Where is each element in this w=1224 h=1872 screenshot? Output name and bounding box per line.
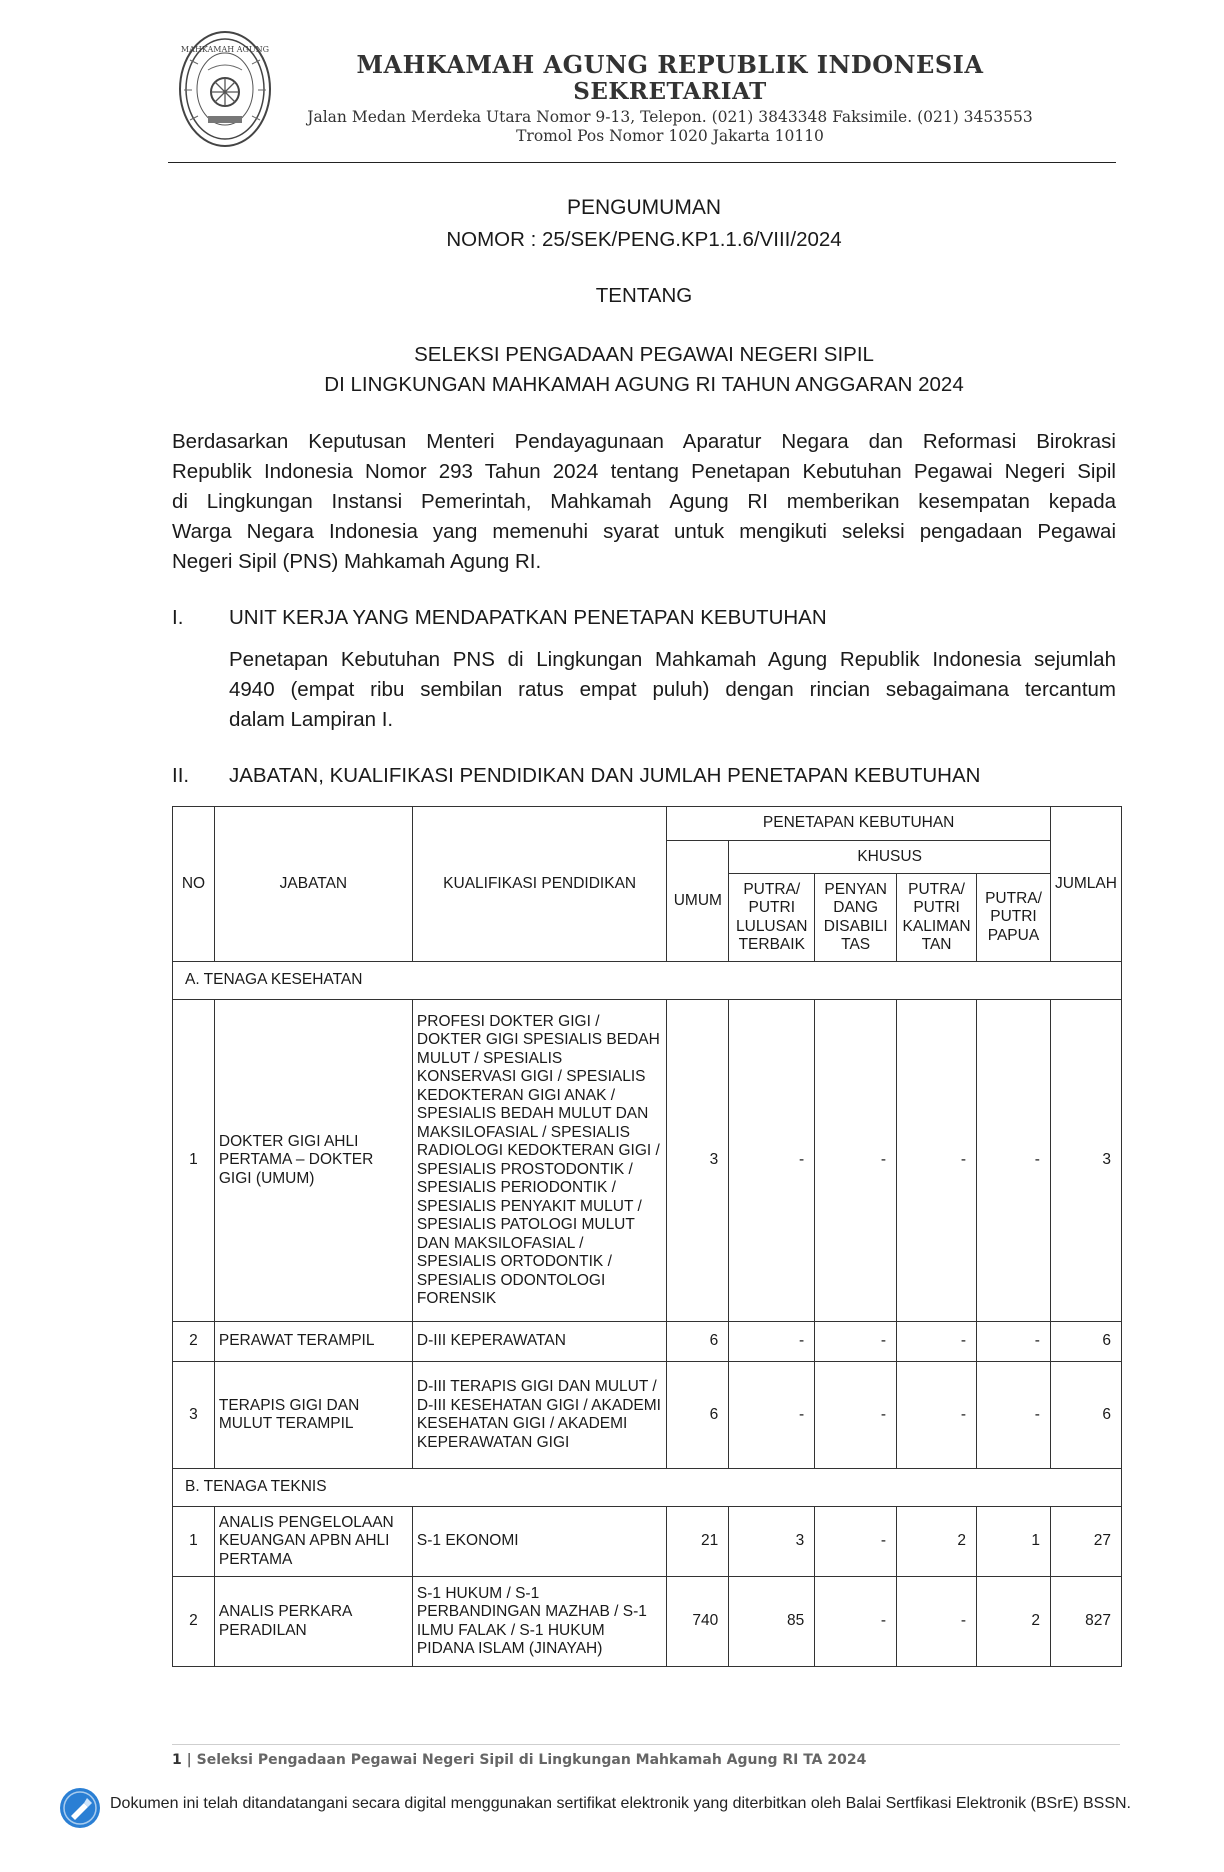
intro-paragraph <box>172 427 1116 577</box>
seal-text: MAHKAMAH AGUNG <box>180 45 270 54</box>
cell-jabatan: ANALIS PERKARA PERADILAN <box>214 1577 412 1667</box>
cell-jabatan: ANALIS PENGELOLAAN KEUANGAN APBN AHLI PERTAMA <box>214 1507 412 1577</box>
announcement-heading: PENGUMUMAN <box>566 196 721 219</box>
cell-k4: - <box>977 1000 1051 1322</box>
section-1-body <box>229 645 1116 735</box>
cell-k3: - <box>897 1362 977 1469</box>
cell-k2: - <box>815 1577 897 1667</box>
announcement-about: TENTANG <box>595 284 693 307</box>
announcement-subject-line1: SELEKSI PENGADAAN PEGAWAI NEGERI SIPIL <box>414 343 874 366</box>
section-1-number: I. <box>172 606 184 629</box>
cell-kualifikasi: S-1 EKONOMI <box>412 1507 666 1577</box>
cell-umum: 3 <box>667 1000 729 1322</box>
cell-no: 3 <box>173 1362 215 1469</box>
cell-k4: 1 <box>977 1507 1051 1577</box>
letterhead-divider <box>168 162 1116 163</box>
intro-line: Berdasarkan Keputusan Menteri Pendayagunaan Aparatur Negara dan Reformasi Birokrasi <box>172 430 1116 453</box>
needs-table <box>172 806 1122 1667</box>
footer-divider <box>172 1744 1120 1745</box>
cell-no: 1 <box>173 1507 215 1577</box>
section-1-line: 4940 (empat ribu sembilan ratus empat puluh) dengan rincian sebagaimana tercantum <box>229 678 1116 701</box>
cell-kualifikasi: PROFESI DOKTER GIGI / DOKTER GIGI SPESIALIS BEDAH MULUT / SPESIALIS KONSERVASI GIGI / SPESIALIS KEDOKTERAN GIGI ANAK / SPESIALIS BEDAH MULUT DAN MAKSILOFASIAL / SPESIALIS RADIOLOGI KEDOKTERAN GIGI / SPESIALIS PROSTODONTIK / SPESIALIS PERIODONTIK / SPESIALIS PENYAKIT MULUT / SPESIALIS PATOLOGI MULUT DAN MAKSILOFASIAL / SPESIALIS ORTODONTIK / SPESIALIS ODONTOLOGI FORENSIK <box>412 1000 666 1322</box>
page-number: 1 <box>172 1752 182 1768</box>
intro-line: Warga Negara Indonesia yang memenuhi syarat untuk mengikuti seleksi pengadaan Pegawai <box>172 520 1116 543</box>
table-row <box>173 1577 1122 1667</box>
cell-k4: - <box>977 1362 1051 1469</box>
section-2-title: JABATAN, KUALIFIKASI PENDIDIKAN DAN JUMLAH PENETAPAN KEBUTUHAN <box>229 764 981 787</box>
table-row <box>173 1362 1122 1469</box>
cell-jabatan: DOKTER GIGI AHLI PERTAMA – DOKTER GIGI (UMUM) <box>214 1000 412 1322</box>
signature-note: Dokumen ini telah ditandatangani secara digital menggunakan sertifikat elektronik yang diterbitkan oleh Balai Sertfikasi Elektronik (BSrE) BSSN. <box>110 1795 1131 1812</box>
header-khusus-lulusan-terbaik: PUTRA/ PUTRI LULUSAN TERBAIK <box>729 874 815 962</box>
cell-k1: - <box>729 1000 815 1322</box>
cell-jabatan: PERAWAT TERAMPIL <box>214 1322 412 1362</box>
header-penetapan: PENETAPAN KEBUTUHAN <box>667 807 1051 841</box>
cell-k4: 2 <box>977 1577 1051 1667</box>
cell-k1: - <box>729 1322 815 1362</box>
section-2-number: II. <box>172 764 190 787</box>
cell-jumlah: 827 <box>1050 1577 1121 1667</box>
table-row <box>173 1507 1122 1577</box>
cell-k1: 85 <box>729 1577 815 1667</box>
header-jumlah: JUMLAH <box>1050 807 1121 962</box>
cell-k3: 2 <box>897 1507 977 1577</box>
cell-k1: 3 <box>729 1507 815 1577</box>
intro-line: Republik Indonesia Nomor 293 Tahun 2024 tentang Penetapan Kebutuhan Pegawai Negeri Sipil <box>172 460 1116 483</box>
cell-kualifikasi: D-III KEPERAWATAN <box>412 1322 666 1362</box>
digital-signature-icon <box>58 1786 102 1830</box>
header-kualifikasi: KUALIFIKASI PENDIDIKAN <box>412 807 666 962</box>
letterhead-pobox: Tromol Pos Nomor 1020 Jakarta 10110 <box>516 127 824 145</box>
cell-umum: 6 <box>667 1362 729 1469</box>
cell-jumlah: 6 <box>1050 1322 1121 1362</box>
cell-kualifikasi: S-1 HUKUM / S-1 PERBANDINGAN MAZHAB / S-1 ILMU FALAK / S-1 HUKUM PIDANA ISLAM (JINAYAH) <box>412 1577 666 1667</box>
cell-k3: - <box>897 1577 977 1667</box>
cell-jabatan: TERAPIS GIGI DAN MULUT TERAMPIL <box>214 1362 412 1469</box>
header-khusus-disabilitas: PENYAN DANG DISABILI TAS <box>815 874 897 962</box>
cell-umum: 6 <box>667 1322 729 1362</box>
announcement-subject-line2: DI LINGKUNGAN MAHKAMAH AGUNG RI TAHUN ANGGARAN 2024 <box>324 373 964 396</box>
cell-jumlah: 3 <box>1050 1000 1121 1322</box>
intro-line: Negeri Sipil (PNS) Mahkamah Agung RI. <box>172 550 542 573</box>
cell-umum: 21 <box>667 1507 729 1577</box>
page-footer <box>172 1752 866 1768</box>
cell-no: 1 <box>173 1000 215 1322</box>
section-1-line: dalam Lampiran I. <box>229 708 394 731</box>
header-khusus-papua: PUTRA/ PUTRI PAPUA <box>977 874 1051 962</box>
cell-k2: - <box>815 1362 897 1469</box>
header-no: NO <box>173 807 215 962</box>
letterhead-title: MAHKAMAH AGUNG REPUBLIK INDONESIA <box>356 50 984 79</box>
cell-umum: 740 <box>667 1577 729 1667</box>
cell-kualifikasi: D-III TERAPIS GIGI DAN MULUT / D-III KESEHATAN GIGI / AKADEMI KESEHATAN GIGI / AKADEMI KEPERAWATAN GIGI <box>412 1362 666 1469</box>
cell-k2: - <box>815 1322 897 1362</box>
cell-jumlah: 6 <box>1050 1362 1121 1469</box>
group-label: A. TENAGA KESEHATAN <box>173 962 1122 1000</box>
group-label: B. TENAGA TEKNIS <box>173 1469 1122 1507</box>
letterhead-address: Jalan Medan Merdeka Utara Nomor 9-13, Telepon. (021) 3843348 Faksimile. (021) 3453553 <box>307 108 1033 126</box>
table-row <box>173 1322 1122 1362</box>
cell-k2: - <box>815 1000 897 1322</box>
header-khusus: KHUSUS <box>729 841 1051 874</box>
announcement-number: NOMOR : 25/SEK/PENG.KP1.1.6/VIII/2024 <box>446 228 842 251</box>
cell-k1: - <box>729 1362 815 1469</box>
cell-k4: - <box>977 1322 1051 1362</box>
cell-no: 2 <box>173 1322 215 1362</box>
intro-line: di Lingkungan Instansi Pemerintah, Mahkamah Agung RI memberikan kesempatan kepada <box>172 490 1116 513</box>
court-seal-icon <box>178 30 272 148</box>
header-umum: UMUM <box>667 841 729 962</box>
cell-jumlah: 27 <box>1050 1507 1121 1577</box>
header-khusus-kalimantan: PUTRA/ PUTRI KALIMAN TAN <box>897 874 977 962</box>
section-1-title: UNIT KERJA YANG MENDAPATKAN PENETAPAN KEBUTUHAN <box>229 606 827 629</box>
cell-k3: - <box>897 1322 977 1362</box>
section-1-line: Penetapan Kebutuhan PNS di Lingkungan Mahkamah Agung Republik Indonesia sejumlah <box>229 648 1116 671</box>
cell-k2: - <box>815 1507 897 1577</box>
header-jabatan: JABATAN <box>214 807 412 962</box>
cell-no: 2 <box>173 1577 215 1667</box>
footer-text: Seleksi Pengadaan Pegawai Negeri Sipil di Lingkungan Mahkamah Agung RI TA 2024 <box>196 1752 867 1768</box>
letterhead-subtitle: SEKRETARIAT <box>573 78 767 105</box>
footer-separator: | <box>186 1752 192 1768</box>
table-row <box>173 1000 1122 1322</box>
cell-k3: - <box>897 1000 977 1322</box>
